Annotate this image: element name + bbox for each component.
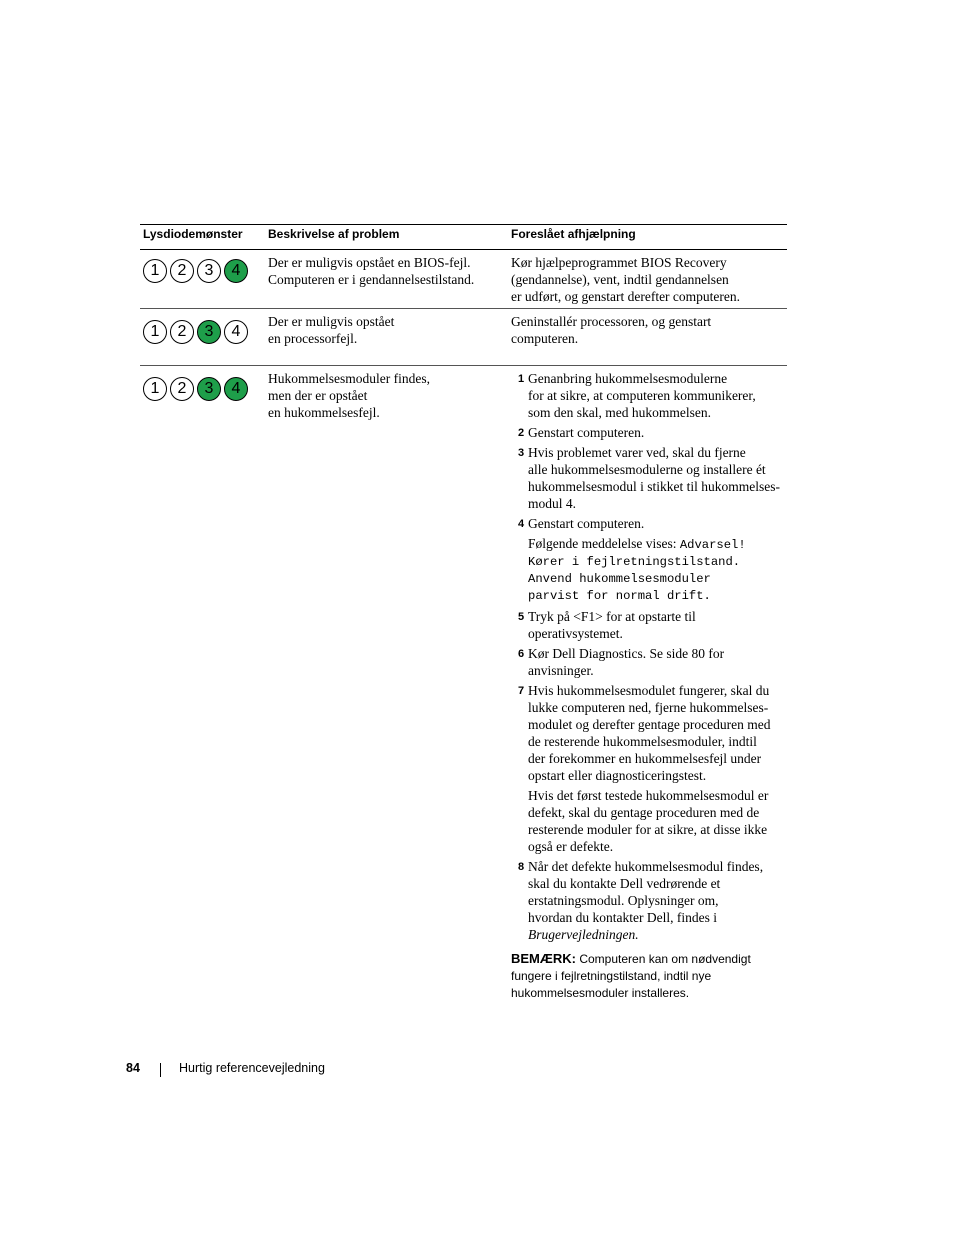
led-3-icon: 3 — [197, 320, 221, 344]
text-line: for at sikre, at computeren kommunikerer, — [528, 388, 756, 403]
guide-title: Brugervejledningen. — [528, 927, 639, 942]
step-7 — [518, 682, 788, 784]
text-line: Kør hjælpeprogrammet BIOS Recovery — [511, 255, 727, 270]
text-line: Hvis det først testede hukommelsesmodul er — [528, 788, 769, 803]
note-text: fungere i fejlretningstilstand, indtil nye — [511, 969, 712, 983]
led-1-icon: 1 — [143, 377, 167, 401]
text-line: hvordan du kontakter Dell, findes i — [528, 910, 717, 925]
header-rule — [140, 249, 787, 250]
text-line: modulet og derefter gentage proceduren med — [528, 717, 771, 732]
step-5 — [518, 608, 788, 642]
table-row — [140, 310, 787, 365]
note-block — [511, 950, 787, 1002]
code-text: Kører i fejlretningstilstand. — [528, 555, 741, 569]
table-row — [140, 251, 787, 308]
step-4 — [518, 515, 788, 532]
text-line: erstatningsmodul. Oplysninger om, — [528, 893, 719, 908]
note-text: Computeren kan om nødvendigt — [579, 952, 751, 966]
text-line: som den skal, med hukommelsen. — [528, 405, 711, 420]
remedy-text — [511, 313, 787, 347]
column-header-problem: Beskrivelse af problem — [268, 227, 400, 241]
led-pattern — [143, 320, 248, 344]
text-line: Der er muligvis opstået en BIOS-fejl. — [268, 255, 471, 270]
step-number: 6 — [518, 648, 525, 660]
note-label: BEMÆRK: — [511, 951, 576, 966]
code-text: Anvend hukommelsesmoduler — [528, 572, 711, 586]
text-line: Genanbring hukommelsesmodulerne — [528, 371, 728, 386]
footer-divider — [160, 1063, 161, 1077]
text-line: alle hukommelsesmodulerne og installere ét — [528, 462, 766, 477]
remedy-steps — [518, 370, 788, 946]
text-line: en hukommelsesfejl. — [268, 405, 380, 420]
led-3-icon: 3 — [197, 259, 221, 283]
text-line: en processorfejl. — [268, 331, 358, 346]
text-line: anvisninger. — [528, 663, 594, 678]
text-line: Computeren er i gendannelsestilstand. — [268, 272, 475, 287]
text-line: Geninstallér processoren, og genstart — [511, 314, 712, 329]
text-line: Kør Dell Diagnostics. Se side 80 for — [528, 646, 725, 661]
step-number: 7 — [518, 685, 525, 697]
text-line: computeren. — [511, 331, 579, 346]
text-line: Hvis problemet varer ved, skal du fjerne — [528, 445, 746, 460]
led-4-icon: 4 — [224, 320, 248, 344]
text-line: Der er muligvis opstået — [268, 314, 395, 329]
text-line: Hvis hukommelsesmodulet fungerer, skal du — [528, 683, 770, 698]
row-rule — [140, 365, 787, 366]
error-message-block — [518, 535, 788, 605]
text-line: Når det defekte hukommelsesmodul findes, — [528, 859, 764, 874]
text-line: skal du kontakte Dell vedrørende et — [528, 876, 721, 891]
led-pattern — [143, 259, 248, 283]
step-2 — [518, 424, 788, 441]
problem-description — [268, 370, 503, 421]
footer-title: Hurtig referencevejledning — [179, 1061, 325, 1075]
text-line: Hukommelsesmoduler findes, — [268, 371, 430, 386]
led-1-icon: 1 — [143, 259, 167, 283]
message-prefix: Følgende meddelelse vises: — [528, 536, 680, 551]
text-line — [528, 535, 788, 554]
text-line — [511, 950, 787, 968]
step-3 — [518, 444, 788, 512]
step-number: 2 — [518, 427, 525, 439]
table-top-rule — [140, 224, 787, 225]
text-line: der forekommer en hukommelsesfejl under — [528, 751, 762, 766]
remedy-text — [511, 254, 787, 305]
text-line: Genstart computeren. — [528, 425, 645, 440]
led-2-icon: 2 — [170, 320, 194, 344]
table-row — [140, 367, 787, 1007]
step-number: 3 — [518, 447, 525, 459]
problem-description — [268, 254, 503, 288]
text-line: Genstart computeren. — [528, 516, 645, 531]
step-6 — [518, 645, 788, 679]
text-line: også er defekte. — [528, 839, 614, 854]
text-line: defekt, skal du gentage proceduren med de — [528, 805, 760, 820]
row-rule — [140, 308, 787, 309]
text-line: de resterende hukommelsesmoduler, indtil — [528, 734, 757, 749]
step-number: 5 — [518, 611, 525, 623]
step-number: 8 — [518, 861, 525, 873]
column-header-light-pattern: Lysdiodemønster — [143, 227, 243, 241]
step-number: 1 — [518, 373, 525, 385]
led-3-icon: 3 — [197, 377, 221, 401]
led-pattern — [143, 377, 248, 401]
text-line: modul 4. — [528, 496, 577, 511]
step-7-extra — [518, 787, 788, 855]
led-2-icon: 2 — [170, 259, 194, 283]
led-4-icon: 4 — [224, 259, 248, 283]
step-1 — [518, 370, 788, 421]
page-number: 84 — [126, 1061, 140, 1075]
problem-description — [268, 313, 503, 347]
text-line: hukommelsesmodul i stikket til hukommelses- — [528, 479, 780, 494]
led-4-icon: 4 — [224, 377, 248, 401]
text-line: (gendannelse), vent, indtil gendannelsen — [511, 272, 729, 287]
text-line: Tryk på <F1> for at opstarte til — [528, 609, 696, 624]
step-8 — [518, 858, 788, 943]
text-line: lukke computeren ned, fjerne hukommelses- — [528, 700, 769, 715]
text-line: operativsystemet. — [528, 626, 623, 641]
code-text: Advarsel! — [679, 538, 746, 552]
text-line: men der er opstået — [268, 388, 368, 403]
text-line: er udført, og genstart derefter computeren. — [511, 289, 741, 304]
led-1-icon: 1 — [143, 320, 167, 344]
text-line: resterende moduler for at sikre, at disse ikke — [528, 822, 768, 837]
text-line: opstart eller diagnosticeringstest. — [528, 768, 707, 783]
column-header-remedy: Foreslået afhjælpning — [511, 227, 636, 241]
note-text: hukommelsesmoduler installeres. — [511, 986, 690, 1000]
code-text: parvist for normal drift. — [528, 589, 711, 603]
led-2-icon: 2 — [170, 377, 194, 401]
step-number: 4 — [518, 518, 525, 530]
